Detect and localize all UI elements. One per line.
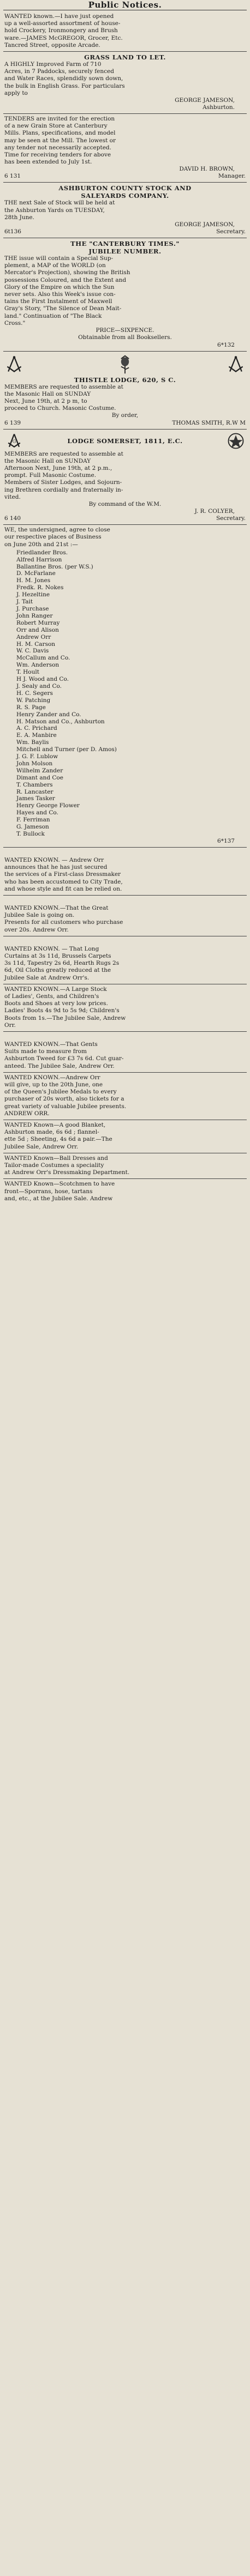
- signatory: Dimant and Coe: [16, 774, 63, 781]
- ad-thistle-lodge: [3, 352, 247, 430]
- signatory: Andrew Orr: [16, 633, 51, 640]
- ad-scotchmen: [3, 1179, 247, 1205]
- ad-line: WANTED KNOWN. — That Long: [4, 945, 99, 952]
- ad-ref: 6 139: [4, 419, 21, 426]
- ad-line: Boots from 1s.—The Jubilee Sale, Andrew: [4, 1014, 126, 1021]
- ad-signature: GEORGE JAMESON,: [175, 97, 235, 104]
- ad-tenders: [3, 114, 247, 183]
- svg-text:G: G: [12, 438, 16, 444]
- ad-line: Acres, in 7 Paddocks, securely fenced: [4, 68, 114, 75]
- signatory: R. S. Page: [16, 704, 46, 711]
- signatory: Henry Zander and Co.: [16, 711, 81, 718]
- signatory: Ballantine Bros. (per W.S.): [16, 563, 93, 570]
- signatory: H J. Wood and Co.: [16, 676, 69, 683]
- ad-ref: 6t136: [4, 228, 21, 235]
- ad-line: Afternoon Next, June 19th, at 2 p.m.,: [4, 464, 112, 471]
- ad-by-command: By command of the W.M.: [88, 500, 162, 507]
- signatory: J. Tait: [16, 598, 33, 606]
- ad-ref: 6 140: [4, 515, 21, 522]
- signatory: W. Patching: [16, 697, 51, 704]
- signatory: E. A. Manbire: [16, 732, 57, 739]
- ad-line: WANTED KNOWN.—That the Great: [4, 904, 109, 911]
- ad-line: and Water Races, splendidly sown down,: [4, 75, 123, 82]
- ad-line: WANTED Known—Ball Dresses and: [4, 1154, 108, 1162]
- signatory: Alfred Harrison: [16, 556, 62, 563]
- signatory: Hayes and Co.: [16, 809, 58, 817]
- ad-jubilee-medals: [3, 1073, 247, 1120]
- signatory: Fredk. R. Nokes: [16, 584, 64, 591]
- ad-line: front—Sporrans, hose, tartans: [4, 1188, 93, 1195]
- ad-line: Cross.": [4, 319, 26, 326]
- ad-gents-suits: [3, 1039, 247, 1073]
- signatory: J. Sealy and Co.: [16, 682, 62, 690]
- ad-line: vited.: [4, 493, 21, 500]
- ad-line: Glory of the Empire on which the Sun: [4, 283, 115, 291]
- ad-line: any tender not necessarily accepted.: [4, 144, 111, 151]
- ad-line: land." Continuation of "The Black: [4, 312, 102, 319]
- ad-line: Time for receiving tenders for above: [4, 152, 111, 159]
- ad-ball-dresses: [3, 1153, 247, 1180]
- signatory: T. Chambers: [16, 781, 53, 788]
- signatory: John Molson: [16, 760, 53, 767]
- ad-signature: DAVID H. BROWN,: [179, 166, 235, 173]
- ad-line: has been extended to July 1st.: [4, 159, 92, 166]
- ad-line: Jubilee Sale, Andrew Orr.: [4, 1143, 79, 1150]
- ad-line: the Ashburton Yards on TUESDAY,: [4, 207, 105, 214]
- ad-line: will give, up to the 20th June, one: [4, 1081, 103, 1088]
- ad-jubilee-sale: [3, 903, 247, 936]
- ad-signature: GEORGE JAMESON,: [175, 221, 235, 228]
- ad-line: WANTED Known—A good Blanket,: [4, 1122, 106, 1128]
- ad-line: Jubilee Sale at Andrew Orr's.: [4, 974, 90, 981]
- ad-line: ware.—JAMES McGREGOR, Grocer, Etc.: [4, 34, 123, 41]
- ad-line: on June 20th and 21st :—: [4, 541, 78, 548]
- ad-line: the Masonic Hall on SUNDAY: [4, 457, 91, 464]
- ad-footer: [4, 420, 246, 427]
- ad-stock-sale: [3, 183, 247, 238]
- ad-price: PRICE—SIXPENCE.: [96, 327, 154, 334]
- signatory: H. M. Jones: [16, 577, 51, 584]
- ad-line: WANTED KNOWN.—Andrew Orr: [4, 1074, 100, 1081]
- ad-line: of the Queen's Jubilee Medals to every: [4, 1089, 117, 1096]
- ad-heading: GRASS LAND TO LET.: [84, 53, 166, 62]
- ad-line: apply to: [4, 89, 28, 96]
- ad-line: Jubilee Sale is going on.: [4, 912, 75, 919]
- ad-obtain: Obtainable from all Booksellers.: [78, 334, 172, 341]
- ad-signature: J. R. COLYER,: [194, 508, 235, 515]
- ad-line: great variety of valuable Jubilee presents.: [4, 1103, 127, 1110]
- signatory: H. M. Carson: [16, 640, 56, 648]
- ad-grass-land: [3, 52, 247, 114]
- ad-line: Next, June 19th, at 2 p m, to: [4, 397, 87, 404]
- ad-ref: 6*132: [217, 341, 235, 348]
- ad-line: ette 5d ; Sheeting, 4s 6d a pair.—The: [4, 1136, 112, 1143]
- ad-line: over 20s. Andrew Orr.: [4, 926, 69, 933]
- signatory: W. C. Davis: [16, 648, 49, 655]
- signatory: Henry George Flower: [16, 802, 80, 809]
- ad-line: may be seen at the Mill. The lowest or: [4, 137, 116, 144]
- signatory: J. Purchase: [16, 606, 49, 612]
- ad-line: WANTED known.—I have just opened: [4, 13, 114, 20]
- ad-line: TENDERS are invited for the erection: [4, 116, 115, 123]
- ad-line: WANTED KNOWN.—That Gents: [4, 1041, 98, 1048]
- ad-line: 3s 11d, Tapestry 2s 6d, Hearth Rugs 2s: [4, 960, 120, 967]
- ad-lodge-somerset: [3, 430, 247, 525]
- ad-line: the bulk in English Grass. For particulars: [4, 82, 125, 89]
- signatory: D. McFarlane: [16, 570, 56, 577]
- ad-line: ANDREW ORR.: [4, 1110, 50, 1117]
- ad-line: Presents for all customers who purchase: [4, 919, 123, 926]
- signatory: Orr and Alison: [16, 626, 59, 633]
- signatory: Wm. Anderson: [16, 662, 59, 669]
- ad-line: THE issue will contain a Special Sup-: [4, 255, 114, 262]
- newspaper-column: [0, 0, 250, 1205]
- signatory: John Ranger: [16, 612, 53, 619]
- star-seal-icon: [226, 431, 246, 451]
- ad-line: at Andrew Orr's Dressmaking Department.: [4, 1169, 130, 1176]
- signatory: T. Bullock: [16, 831, 45, 837]
- ad-line: A HIGHLY Improved Farm of 710: [4, 61, 102, 68]
- ad-by-order: By order,: [111, 412, 139, 419]
- ad-line: WE, the undersigned, agree to close: [4, 527, 110, 534]
- ad-ref: 6 131: [4, 173, 21, 180]
- ad-line: the services of a First-class Dressmaker: [4, 871, 121, 878]
- ad-blanket: [3, 1120, 247, 1153]
- ad-line: WANTED KNOWN.—A Large Stock: [4, 985, 107, 993]
- ad-line: prompt. Full Masonic Costume.: [4, 472, 97, 479]
- ad-line: up a well-assorted assortment of house-: [4, 20, 121, 27]
- ad-role: Secretary.: [216, 515, 246, 522]
- ad-line: possessions Coloured, and the Extent and: [4, 276, 127, 283]
- ad-line: ing Brethren cordially and fraternally in-: [4, 486, 123, 493]
- ad-line: of Ladies', Gents, and Children's: [4, 993, 99, 1000]
- ad-line: MEMBERS are requested to assemble at: [4, 450, 123, 457]
- ad-line: Mercator's Projection), showing the British: [4, 269, 130, 276]
- signatory: Wilhelm Zander: [16, 767, 63, 774]
- ad-footer: [4, 515, 246, 522]
- ad-canterbury-times: [3, 238, 247, 351]
- ad-line: Gray's Story, "The Silence of Dean Mait-: [4, 305, 122, 312]
- signatory: McCallum and Co.: [16, 655, 70, 662]
- ad-signature: THOMAS SMITH, R.W M: [172, 419, 246, 426]
- signatory: H. C. Segers: [16, 690, 53, 697]
- ad-line: anteed. The Jubilee Sale, Andrew Orr.: [4, 1062, 115, 1069]
- ad-line: WANTED KNOWN. — Andrew Orr: [4, 856, 104, 863]
- signatory: Robert Murray: [16, 619, 60, 626]
- ad-line: purchaser of 20s worth, also tickets for a: [4, 1096, 124, 1103]
- ad-line: Tancred Street, opposite Arcade.: [4, 41, 100, 49]
- ad-line: never sets. Also this Week's issue con-: [4, 291, 116, 298]
- ad-role: Secretary.: [216, 228, 246, 235]
- section-title: Public Notices.: [3, 0, 247, 10]
- ad-line: Orr.: [4, 1021, 16, 1029]
- ad-line: and whose style and fit can be relied on.: [4, 885, 122, 892]
- ad-line: our respective places of Business: [4, 534, 102, 541]
- signatory: J. G. F. Lublow: [16, 753, 58, 760]
- ad-line: WANTED Known—Scotchmen to have: [4, 1181, 115, 1188]
- ad-line: plement, a MAP of the WORLD (on: [4, 262, 106, 269]
- compass-square-icon: [226, 355, 246, 374]
- ad-role: Manager.: [218, 173, 246, 180]
- signatory: Mitchell and Turner (per D. Amos): [16, 746, 117, 753]
- ad-line: Mills. Plans, specifications, and model: [4, 130, 116, 137]
- ad-mcgregor-crockery: [3, 11, 247, 52]
- ad-line: proceed to Church. Masonic Costume.: [4, 405, 116, 412]
- compass-square-icon: [4, 431, 24, 451]
- compass-square-icon: [4, 355, 24, 374]
- signatory: F. Ferriman: [16, 817, 50, 824]
- ad-heading: ASHBURTON COUNTY STOCK AND: [58, 184, 192, 192]
- ad-line: Ashburton made, 6s 6d ; flannel-: [4, 1129, 99, 1136]
- signatory: G. Jameson: [16, 824, 49, 831]
- ad-line: Suits made to measure from: [4, 1048, 87, 1055]
- signatory: H. Matson and Co., Ashburton: [16, 718, 105, 725]
- ad-footer: [4, 173, 246, 180]
- ad-place: Ashburton.: [203, 104, 235, 111]
- ad-boots: [3, 984, 247, 1032]
- ad-orr-dressmaker: [3, 855, 247, 896]
- ad-line: Tailor-made Costumes a speciality: [4, 1162, 104, 1169]
- ad-line: Ladies' Boots 4s 9d to 5s 9d; Children's: [4, 1007, 120, 1014]
- ad-line: 28th June.: [4, 214, 34, 221]
- signatory: Friedlander Bros.: [16, 549, 68, 556]
- signatory: A. C. Prichard: [16, 725, 57, 732]
- ad-curtains: [3, 944, 247, 984]
- ad-ref: 6*137: [217, 837, 235, 844]
- ad-heading: JUBILEE NUMBER.: [88, 247, 162, 256]
- signatory: R. Lancaster: [16, 788, 53, 795]
- ad-line: of a new Grain Store at Canterbury: [4, 123, 108, 130]
- ad-line: MEMBERS are requested to assemble at: [4, 383, 123, 390]
- thistle-icon: [115, 355, 135, 374]
- ad-line: announces that he has just secured: [4, 864, 108, 871]
- signatory-list: [16, 549, 246, 838]
- ad-line: hold Crockery, Ironmongery and Brush: [4, 27, 118, 34]
- signatory: T. Hoult: [16, 669, 39, 676]
- ad-line: Ashburton Tweed for £3 7s 6d. Cut guar-: [4, 1055, 124, 1062]
- ad-line: and, etc., at the Jubilee Sale. Andrew: [4, 1195, 113, 1202]
- ad-line: THE next Sale of Stock will be held at: [4, 199, 115, 207]
- ad-line: Boots and Shoes at very low prices.: [4, 1000, 108, 1007]
- signatory: J. Hezeltine: [16, 591, 50, 598]
- ad-line: who has been accustomed to City Trade,: [4, 878, 123, 885]
- signatory: James Tasker: [16, 795, 55, 802]
- ad-heading: LODGE SOMERSET, 1811, E.C.: [67, 437, 183, 445]
- masonic-emblems: [4, 355, 246, 374]
- signatory: Wm. Baylis: [16, 739, 49, 746]
- ad-line: Curtains at 3s 11d, Brussels Carpets: [4, 952, 111, 959]
- ad-heading: SALEYARDS COMPANY.: [81, 192, 169, 200]
- lodge-heading-row: [4, 431, 246, 451]
- ad-line: tains the First Instalment of Maxwell: [4, 298, 112, 305]
- ad-heading: THE "CANTERBURY TIMES.": [70, 240, 180, 248]
- ad-line: the Masonic Hall on SUNDAY: [4, 390, 91, 397]
- ad-footer: [4, 228, 246, 235]
- ad-line: Members of Sister Lodges, and Sojourn-: [4, 479, 122, 486]
- ad-closing-agreement: [3, 525, 247, 848]
- ad-heading: THISTLE LODGE, 620, S C.: [74, 376, 176, 384]
- ad-line: 6d, Oil Cloths greatly reduced at the: [4, 967, 111, 974]
